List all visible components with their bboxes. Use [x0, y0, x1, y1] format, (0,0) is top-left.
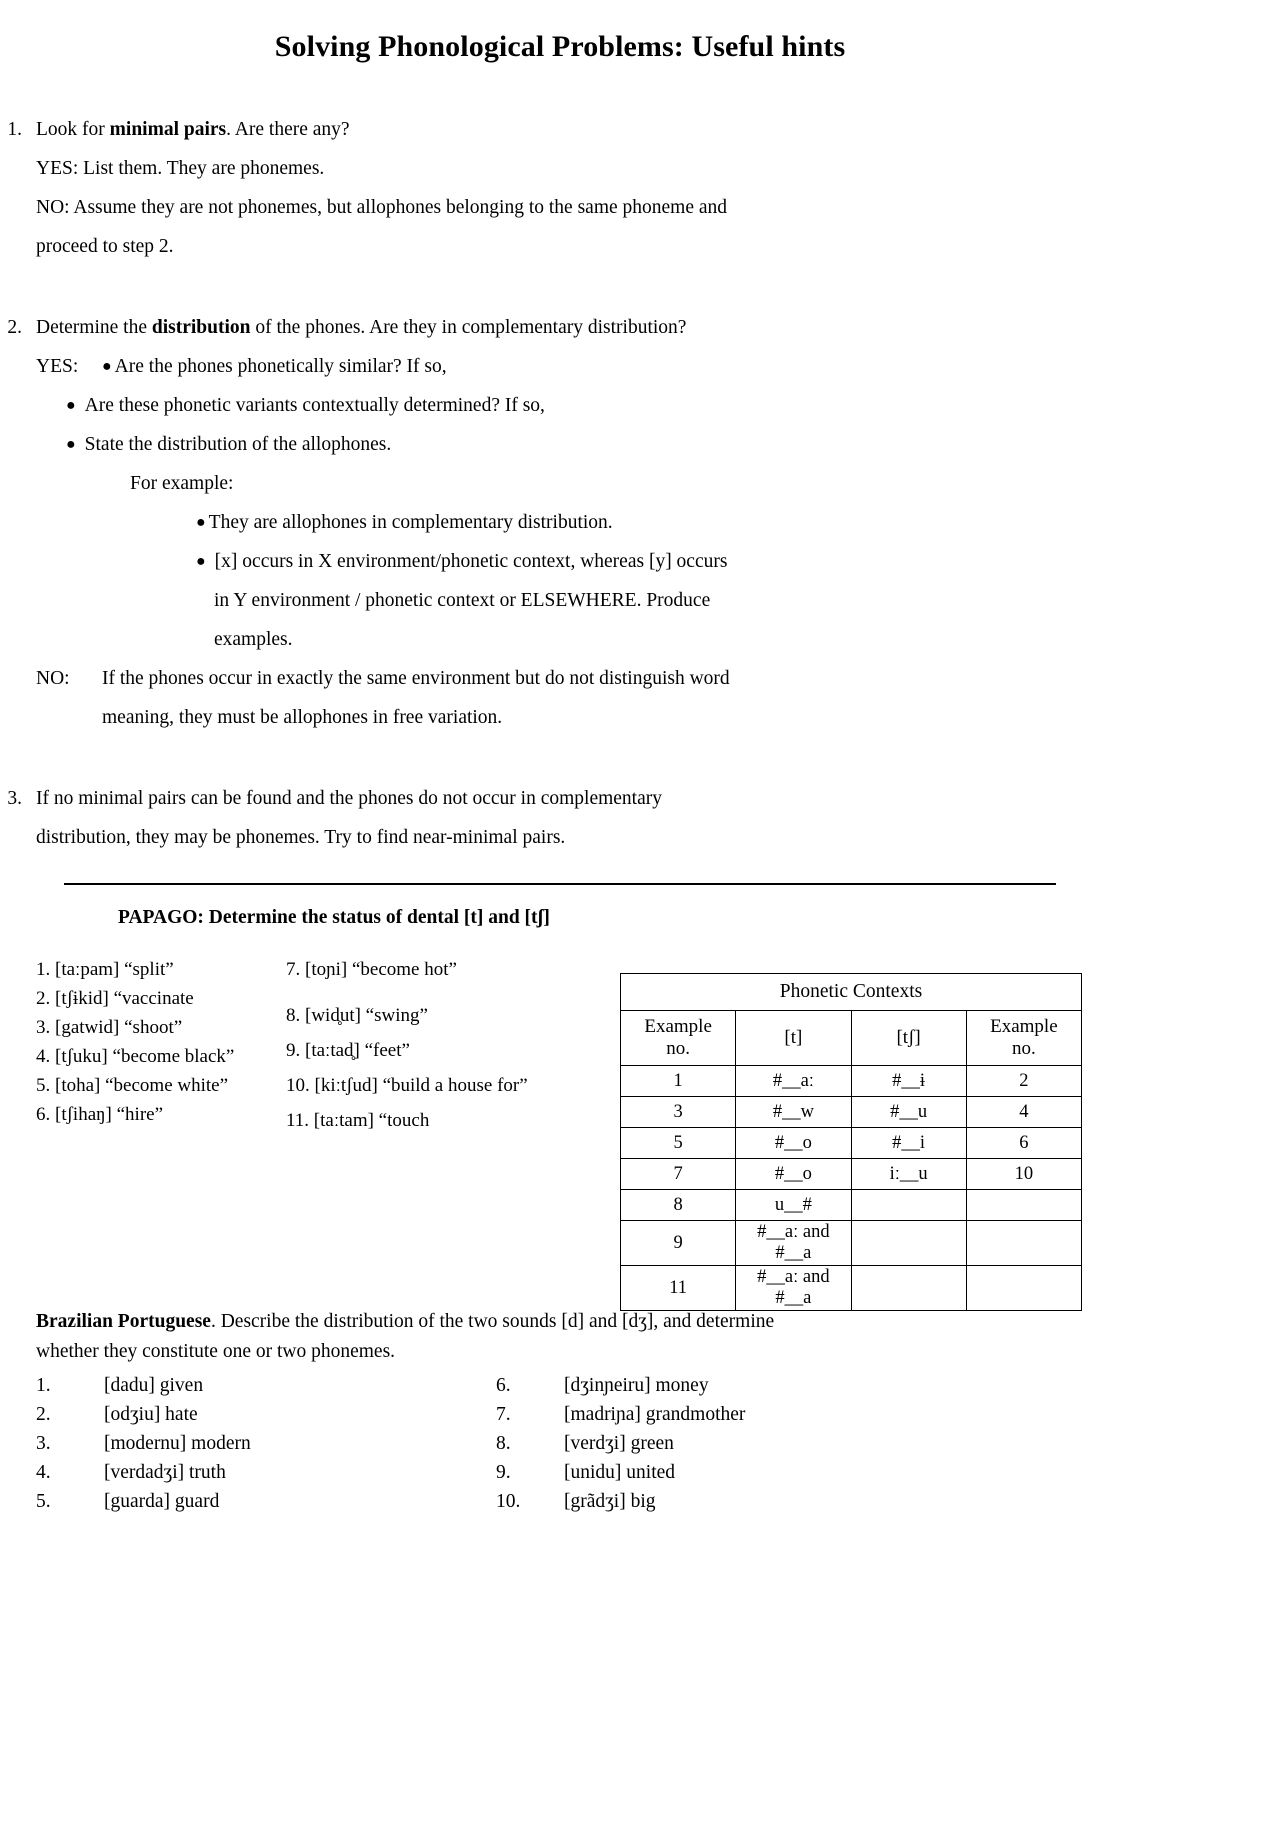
- hint-1-lead-pre: Look for: [36, 119, 110, 140]
- cell-t-context: #__aː: [736, 1066, 851, 1097]
- bullet-icon: ●: [196, 514, 206, 531]
- column-header-t: [t]: [736, 1011, 851, 1066]
- item-number: 7.: [496, 1404, 511, 1425]
- item-text: [grãdʒi] big: [564, 1491, 656, 1512]
- hint-1-line-proceed: proceed to step 2.: [36, 236, 174, 257]
- hint-item-1: [0, 110, 1120, 266]
- phonetic-contexts-table: [620, 973, 1082, 1311]
- hint-2-lead-pre: Determine the: [36, 317, 152, 338]
- list-item: [496, 1458, 996, 1487]
- list-item: [36, 1458, 456, 1487]
- list-item: 5. [toha] “become white”: [36, 1075, 229, 1096]
- table-body: [621, 1066, 1082, 1311]
- cell-example-right: [966, 1221, 1081, 1266]
- cell-example-left: 11: [621, 1266, 736, 1311]
- hint-2-sub-bullet-1: They are allophones in complementary distribution.: [208, 512, 613, 533]
- item-number: 9.: [496, 1462, 511, 1483]
- phonetic-contexts-table-wrapper: [620, 973, 1082, 1311]
- list-item: 11. [taːtam] “touch: [286, 1110, 430, 1131]
- hint-1-line-no: NO: Assume they are not phonemes, but allophones belonging to the same phoneme and: [36, 197, 728, 218]
- table-row: [621, 1097, 1082, 1128]
- item-number: 6.: [496, 1375, 511, 1396]
- hint-2-yes-bullet-row-3: [66, 425, 1120, 464]
- column-header-example-no-left: [621, 1011, 736, 1066]
- hint-3-line-2: distribution, they may be phonemes. Try to find near-minimal pairs.: [36, 827, 566, 848]
- table-title-row: [621, 974, 1082, 1011]
- brazilian-title: Brazilian Portuguese: [36, 1311, 211, 1332]
- header-line-1: Example: [990, 1016, 1058, 1037]
- list-item: [496, 1487, 996, 1516]
- cell-tf-context: #__i: [851, 1128, 966, 1159]
- hint-2-yes-bullet-1: Are the phones phonetically similar? If so,: [114, 356, 447, 377]
- hint-2-yes-bullet-2: Are these phonetic variants contextually determined? If so,: [84, 395, 545, 416]
- cell-example-right: [966, 1190, 1081, 1221]
- item-number: 3.: [36, 1433, 51, 1454]
- list-item: [496, 1429, 996, 1458]
- brazilian-intro-rest: . Describe the distribution of the two sounds [d] and [dʒ], and determine: [210, 1311, 775, 1332]
- list-item: [36, 1487, 456, 1516]
- table-title: Phonetic Contexts: [621, 974, 1082, 1011]
- brazilian-column-right: [496, 1371, 996, 1516]
- column-header-example-no-right: [966, 1011, 1081, 1066]
- hint-2-no-line-2: meaning, they must be allophones in free variation.: [102, 707, 503, 728]
- brazilian-intro-line-2: whether they constitute one or two phonemes.: [36, 1341, 396, 1362]
- table-row: [621, 1266, 1082, 1311]
- cell-t-context: #__aː and #__a: [736, 1221, 851, 1266]
- cell-t-context: #__aː and #__a: [736, 1266, 851, 1311]
- spacer-1: [0, 266, 1120, 308]
- hint-2-no-line-1: If the phones occur in exactly the same environment but do not distinguish word: [102, 668, 730, 689]
- cell-example-left: 7: [621, 1159, 736, 1190]
- spacer: [286, 984, 606, 998]
- brazilian-column-left: [36, 1371, 456, 1516]
- papago-words-column-left: [36, 955, 286, 1129]
- cell-example-right: 6: [966, 1128, 1081, 1159]
- header-line-1: Example: [644, 1016, 712, 1037]
- cell-tf-context: [851, 1221, 966, 1266]
- bullet-icon: ●: [102, 358, 112, 375]
- item-number: 2.: [36, 1404, 51, 1425]
- hints-list: [0, 110, 1120, 857]
- cell-example-right: 2: [966, 1066, 1081, 1097]
- hint-3-number: 3.: [7, 788, 22, 809]
- hint-2-lead: [0, 308, 1120, 347]
- hint-3-lead: [0, 779, 1120, 818]
- list-item: [36, 1400, 456, 1429]
- cell-example-right: 4: [966, 1097, 1081, 1128]
- table-head: [621, 974, 1082, 1066]
- hint-2-sub-bullet-2: [x] occurs in X environment/phonetic context, whereas [y] occurs: [214, 551, 728, 572]
- hint-2-yes-bullet-3: State the distribution of the allophones.: [84, 434, 392, 455]
- item-text: [dʒinɲeiru] money: [564, 1375, 709, 1396]
- cell-tf-context: [851, 1190, 966, 1221]
- hint-2-lead-bold: distribution: [151, 317, 251, 338]
- page-title: Solving Phonological Problems: Useful hints: [274, 30, 846, 63]
- hint-2-lead-post: of the phones. Are they in complementary distribution?: [250, 317, 687, 338]
- item-text: [odʒiu] hate: [104, 1404, 198, 1425]
- list-item: 3. [gatwid] “shoot”: [36, 1017, 183, 1038]
- hint-2-yes-bullet-row-2: [66, 386, 1120, 425]
- hint-1-lead-text: [36, 110, 874, 149]
- list-item: 4. [tʃuku] “become black”: [36, 1046, 235, 1067]
- hint-1-number: 1.: [7, 119, 22, 140]
- item-text: [madriɲa] grandmother: [564, 1404, 746, 1425]
- item-number: 8.: [496, 1433, 511, 1454]
- section-divider: [64, 883, 1056, 885]
- cell-tf-context: #__ɨ: [851, 1066, 966, 1097]
- cell-t-context: #__o: [736, 1128, 851, 1159]
- bullet-icon: ●: [66, 397, 76, 414]
- list-item: 8. [wid̥ut] “swing”: [286, 1005, 428, 1026]
- table-row: [621, 1066, 1082, 1097]
- hint-2-sub-bullet-row-1: [196, 503, 1120, 542]
- item-text: [verdadʒi] truth: [104, 1462, 226, 1483]
- hint-1-lead-post: . Are there any?: [226, 119, 350, 140]
- item-number: 5.: [36, 1491, 51, 1512]
- bullet-icon: ●: [66, 436, 76, 453]
- hint-1-line-yes: YES: List them. They are phonemes.: [36, 158, 325, 179]
- spacer-2: [0, 737, 1120, 779]
- cell-example-left: 8: [621, 1190, 736, 1221]
- brazilian-word-lists: [36, 1371, 1076, 1531]
- table-row: [621, 1190, 1082, 1221]
- item-text: [unidu] united: [564, 1462, 676, 1483]
- brazilian-portuguese-section: [36, 1307, 1076, 1531]
- list-item: 6. [tʃihaŋ] “hire”: [36, 1104, 164, 1125]
- item-text: [guarda] guard: [104, 1491, 220, 1512]
- cell-example-left: 5: [621, 1128, 736, 1159]
- list-item: 7. [toɲi] “become hot”: [286, 959, 457, 980]
- list-item: 9. [taːtad̥] “feet”: [286, 1040, 410, 1061]
- cell-example-right: [966, 1266, 1081, 1311]
- cell-example-left: 9: [621, 1221, 736, 1266]
- cell-t-context: #__o: [736, 1159, 851, 1190]
- papago-block: [0, 955, 1120, 1308]
- list-item: [496, 1371, 996, 1400]
- hint-2-sub-cont-1: in Y environment / phonetic context or ELSEWHERE. Produce: [214, 590, 711, 611]
- cell-tf-context: iː__u: [851, 1159, 966, 1190]
- hint-2-sub-cont-2: examples.: [214, 629, 293, 650]
- papago-words-column-right: [286, 955, 606, 1138]
- list-item: 10. [kiːtʃud] “build a house for”: [286, 1075, 528, 1096]
- list-item: [496, 1400, 996, 1429]
- hint-2-yes-row: [36, 347, 1120, 386]
- bullet-icon: ●: [196, 553, 206, 570]
- hint-2-number: 2.: [7, 317, 22, 338]
- hint-2-yes-label: YES:: [36, 356, 79, 377]
- item-text: [modernu] modern: [104, 1433, 251, 1454]
- column-header-tf: [tʃ]: [851, 1011, 966, 1066]
- table-header-row: [621, 1011, 1082, 1066]
- hint-item-3: [0, 779, 1120, 857]
- list-item: [36, 1429, 456, 1458]
- table-row: [621, 1221, 1082, 1266]
- item-text: [verdʒi] green: [564, 1433, 674, 1454]
- document-page: [0, 30, 1120, 1841]
- hint-1-lead-bold: minimal pairs: [109, 119, 227, 140]
- item-text: [dadu] given: [104, 1375, 204, 1396]
- list-item: [36, 1371, 456, 1400]
- papago-heading: PAPAGO: Determine the status of dental [t] and [tʃ]: [118, 907, 550, 928]
- cell-t-context: u__#: [736, 1190, 851, 1221]
- item-number: 1.: [36, 1375, 51, 1396]
- hint-2-for-example: For example:: [130, 473, 234, 494]
- cell-tf-context: [851, 1266, 966, 1311]
- cell-tf-context: #__u: [851, 1097, 966, 1128]
- hint-2-no-row: [36, 659, 1120, 698]
- cell-example-left: 1: [621, 1066, 736, 1097]
- item-number: 4.: [36, 1462, 51, 1483]
- cell-example-left: 3: [621, 1097, 736, 1128]
- cell-t-context: #__w: [736, 1097, 851, 1128]
- hint-2-lead-text: [36, 308, 874, 347]
- hint-3-lead-text: If no minimal pairs can be found and the phones do not occur in complementary: [36, 788, 662, 809]
- hint-2-sub-bullet-row-2: [196, 542, 1120, 581]
- cell-example-right: 10: [966, 1159, 1081, 1190]
- hint-item-2: [0, 308, 1120, 737]
- list-item: 2. [tʃɨkid] “vaccinate: [36, 988, 194, 1009]
- hint-2-no-label: NO:: [36, 668, 70, 689]
- table-row: [621, 1159, 1082, 1190]
- header-line-2: no.: [1012, 1038, 1036, 1059]
- brazilian-intro-line-1: [36, 1307, 1076, 1337]
- hint-1-lead: [0, 110, 1120, 149]
- header-line-2: no.: [666, 1038, 690, 1059]
- item-number: 10.: [496, 1491, 521, 1512]
- table-row: [621, 1128, 1082, 1159]
- list-item: 1. [taːpam] “split”: [36, 959, 174, 980]
